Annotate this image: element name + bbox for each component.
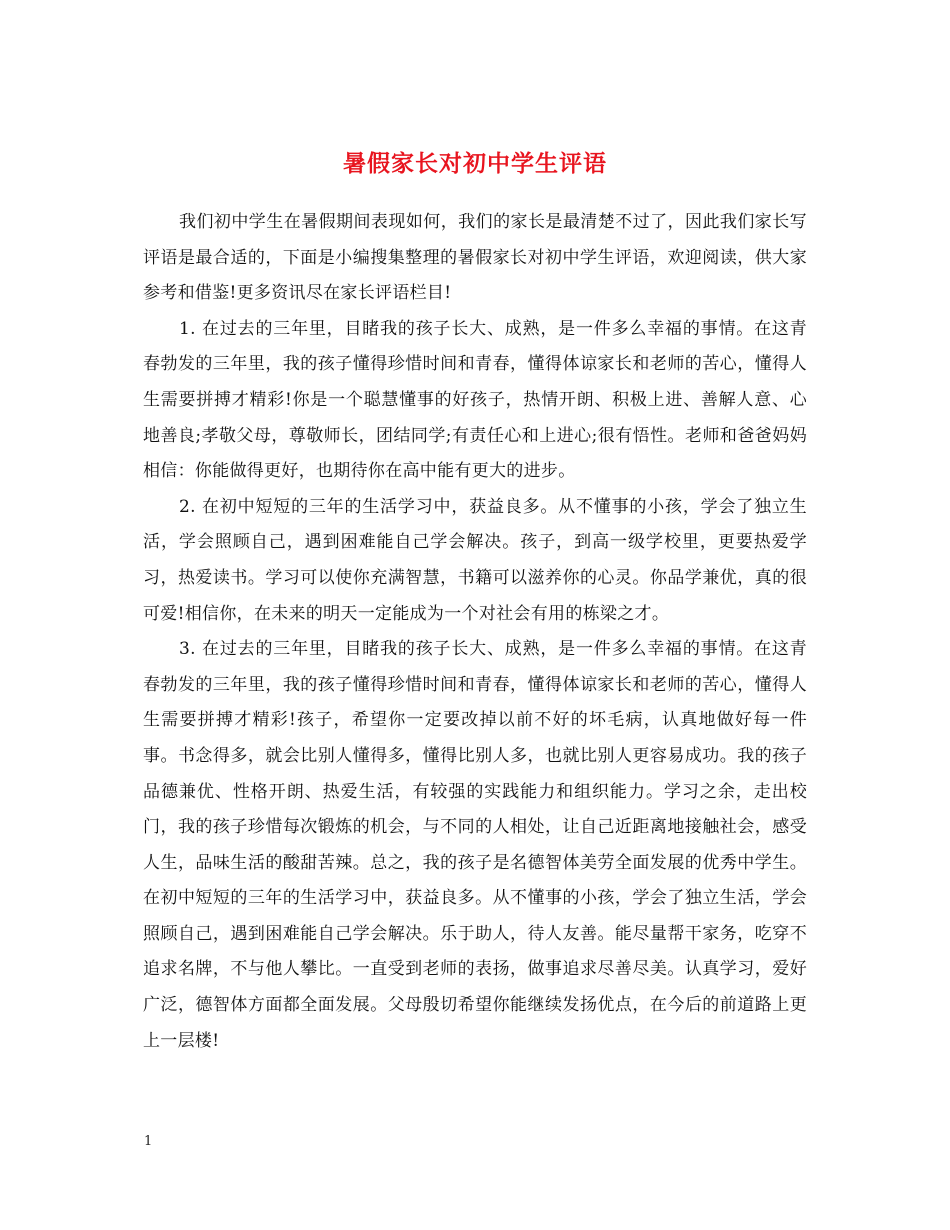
comment-paragraph-1: 1. 在过去的三年里，目睹我的孩子长大、成熟，是一件多么幸福的事情。在这青春勃发的三年里，我的孩子懂得珍惜时间和青春，懂得体谅家长和老师的苦心，懂得人生需要拼搏才精彩!你是一个聪慧懂事的好孩子，热情开朗、积极上进、善解人意、心地善良;孝敬父母，尊敬师长，团结同学;有责任心和上进心;很有悟性。老师和爸爸妈妈相信：你能做得更好，也期待你在高中能有更大的进步。 bbox=[143, 318, 807, 482]
document-title: 暑假家长对初中学生评语 bbox=[343, 150, 607, 178]
comment-paragraph-3: 3. 在过去的三年里，目睹我的孩子长大、成熟，是一件多么幸福的事情。在这青春勃发的三年里，我的孩子懂得珍惜时间和青春，懂得体谅家长和老师的苦心，懂得人生需要拼搏才精彩!孩子，希望你一定要改掉以前不好的坏毛病，认真地做好每一件事。书念得多，就会比别人懂得多，懂得比别人多，也就比别人更容易成功。我的孩子品德兼优、性格开朗、热爱生活，有较强的实践能力和组织能力。学习之余，走出校门，我的孩子珍惜每次锻炼的机会，与不同的人相处，让自己近距离地接触社会，感受人生，品味生活的酸甜苦辣。总之，我的孩子是名德智体美劳全面发展的优秀中学生。在初中短短的三年的生活学习中，获益良多。从不懂事的小孩，学会了独立生活，学会照顾自己，遇到困难能自己学会解决。乐于助人，待人友善。能尽量帮干家务，吃穿不追求名牌，不与他人攀比。一直受到老师的表扬，做事追求尽善尽美。认真学习，爱好广泛，德智体方面都全面发展。父母殷切希望你能继续发扬优点，在今后的前道路上更上一层楼! bbox=[143, 639, 807, 1051]
page-number: 1 bbox=[144, 1134, 153, 1149]
intro-paragraph: 我们初中学生在暑假期间表现如何，我们的家长是最清楚不过了，因此我们家长写评语是最合适的，下面是小编搜集整理的暑假家长对初中学生评语，欢迎阅读，供大家参考和借鉴!更多资讯尽在家长评语栏目! bbox=[143, 212, 807, 304]
comment-paragraph-2: 2. 在初中短短的三年的生活学习中，获益良多。从不懂事的小孩，学会了独立生活，学会照顾自己，遇到困难能自己学会解决。孩子，到高一级学校里，更要热爱学习，热爱读书。学习可以使你充满智慧，书籍可以滋养你的心灵。你品学兼优，真的很可爱!相信你，在未来的明天一定能成为一个对社会有用的栋梁之才。 bbox=[143, 496, 807, 624]
document-body bbox=[143, 205, 807, 1059]
